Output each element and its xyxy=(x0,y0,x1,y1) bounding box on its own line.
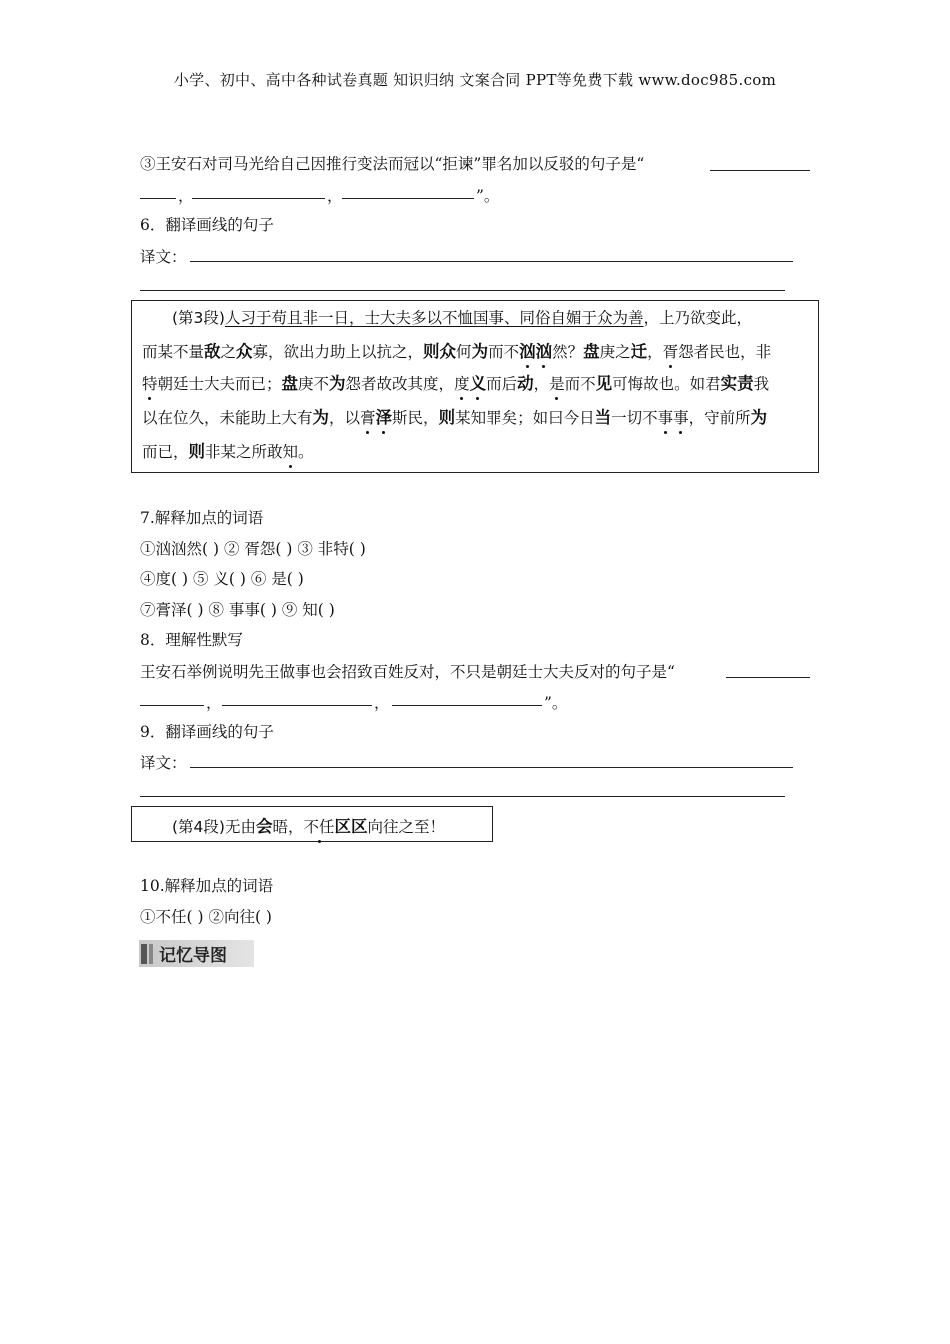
passage-line: (第4段)无由会晤，不任区区向往之至！ xyxy=(172,817,446,836)
q8-end: ”。 xyxy=(544,694,568,712)
passage-line: 而已，则非某之所敢知。 xyxy=(142,442,314,461)
answer-blank[interactable] xyxy=(726,677,810,678)
q10-row1: ①不任( ) ②向往( ) xyxy=(140,908,272,926)
translation-line[interactable] xyxy=(140,796,785,797)
page-header: 小学、初中、高中各种试卷真题 知识归纳 文案合同 PPT等免费下载 www.doc985.com xyxy=(173,71,777,89)
passage-box-p3 xyxy=(131,300,819,473)
q7-row1: ①汹汹然( ) ② 胥怨( ) ③ 非特( ) xyxy=(140,540,366,558)
q9-title: 9．翻译画线的句子 xyxy=(140,723,274,741)
answer-blank[interactable] xyxy=(392,705,542,706)
q8-text: 王安石举例说明先王做事也会招致百姓反对，不只是朝廷士大夫反对的句子是“ xyxy=(140,663,675,681)
q10-title: 10.解释加点的词语 xyxy=(140,877,274,895)
answer-blank[interactable] xyxy=(192,198,325,199)
translation-line[interactable] xyxy=(190,767,793,768)
q6-label: 译文： xyxy=(140,248,187,266)
underlined-sentence: 人习于苟且非一日，士大夫多以不恤国事、同俗自媚于众为善 xyxy=(224,309,644,327)
answer-blank[interactable] xyxy=(710,170,810,171)
q8-title: 8．理解性默写 xyxy=(140,631,243,649)
q7-title: 7.解释加点的词语 xyxy=(140,509,264,527)
section-badge-memory-map xyxy=(139,940,254,967)
q5-3-end: ”。 xyxy=(476,187,500,205)
q9-label: 译文： xyxy=(140,754,187,772)
q7-row3: ⑦膏泽( ) ⑧ 事事( ) ⑨ 知( ) xyxy=(140,601,335,619)
translation-line[interactable] xyxy=(140,290,785,291)
badge-bar-icon xyxy=(141,944,147,964)
q7-row2: ④度( ) ⑤ 义( ) ⑥ 是( ) xyxy=(140,570,304,588)
answer-blank[interactable] xyxy=(140,705,204,706)
q5-3-text: ③王安石对司马光给自己因推行变法而冠以“拒谏”罪名加以反驳的句子是“ xyxy=(140,155,645,173)
answer-blank[interactable] xyxy=(342,198,474,199)
section-label: 记忆导图 xyxy=(159,946,227,966)
passage-line: (第3段)人习于苟且非一日，士大夫多以不恤国事、同俗自媚于众为善，上乃欲变此， xyxy=(172,309,752,327)
passage-box-p4 xyxy=(131,806,493,842)
passage-line: 特朝廷士大夫而已；盘庚不为怨者故改其度，度义而后动，是而不见可悔故也。如君实责我 xyxy=(142,370,769,394)
answer-blank[interactable] xyxy=(140,198,176,199)
passage-line: 而某不量敌之众寡，欲出力助上以抗之，则众何为而不汹汹然？盘庚之迁，胥怨者民也，非 xyxy=(142,338,771,362)
q6-title: 6．翻译画线的句子 xyxy=(140,216,274,234)
badge-bar-icon xyxy=(149,944,153,964)
passage-line: 以在位久，未能助上大有为，以膏泽斯民，则某知罪矣；如曰今日当一切不事事，守前所为 xyxy=(142,404,767,428)
translation-line[interactable] xyxy=(190,261,793,262)
answer-blank[interactable] xyxy=(222,705,372,706)
